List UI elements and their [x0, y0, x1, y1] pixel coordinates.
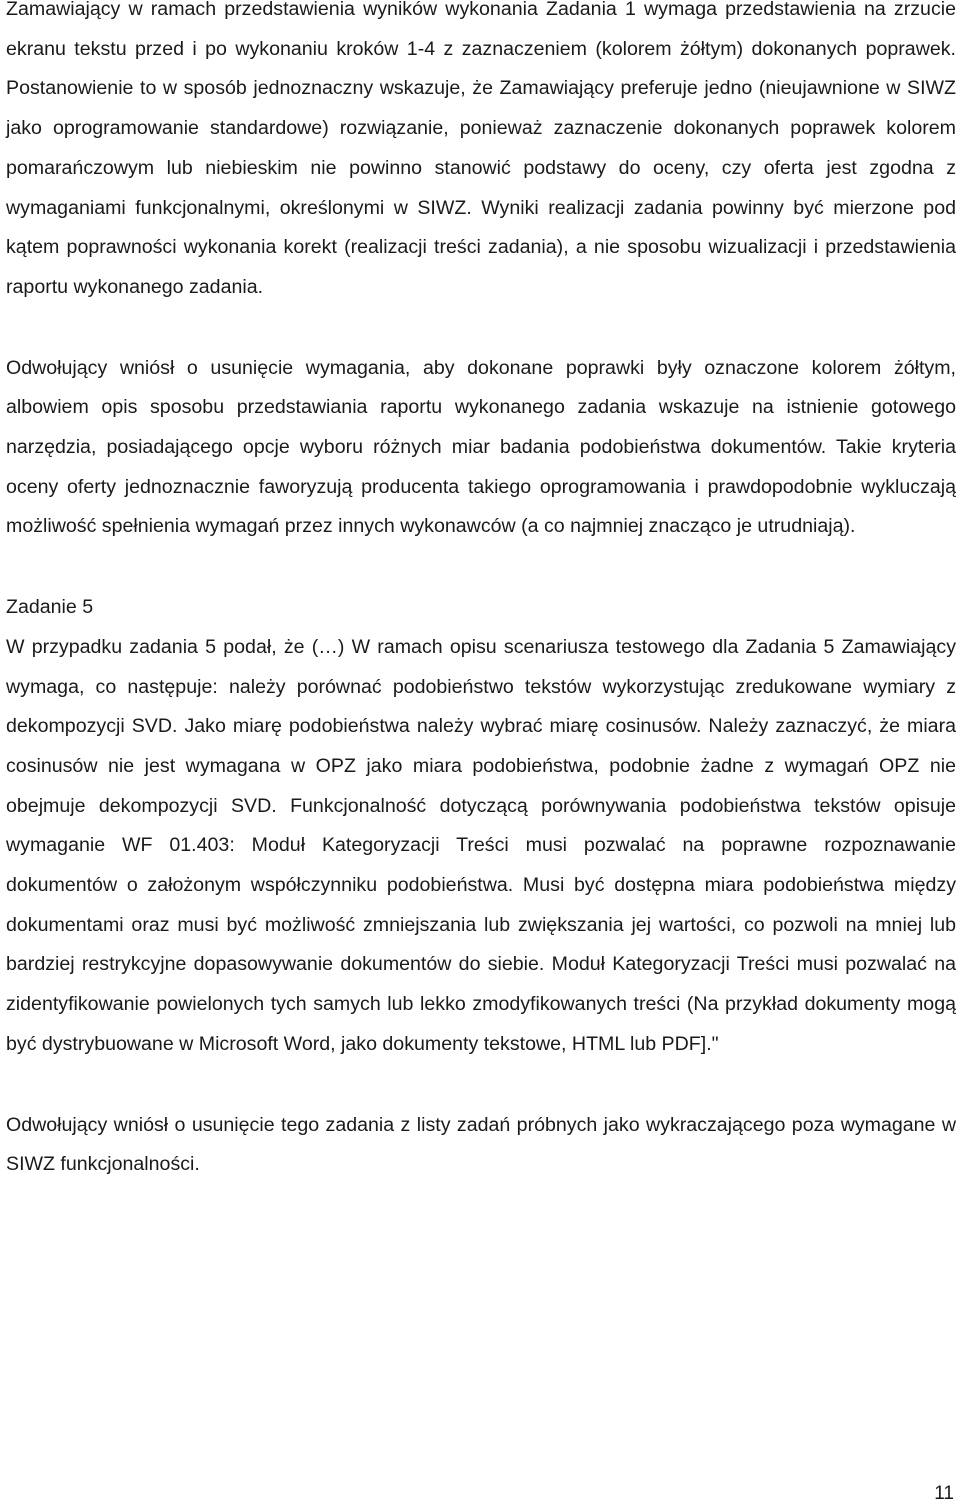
paragraph-task-5-description: W przypadku zadania 5 podał, że (…) W ramach opisu scenariusza testowego dla Zadania 5 Zamawiający wymaga, co następuje: należy porównać podobieństwo tekstów wykorzystując zredukowane wymiary z dekompozycji SVD. Jako miarę podobieństwa należy wybrać miarę cosinusów. Należy zaznaczyć, że miara cosinusów nie jest wymagana w OPZ jako miara podobieństwa, podobnie żadne z wymagań OPZ nie obejmuje dekompozycji SVD. Funkcjonalność dotyczącą porównywania podobieństwa tekstów opisuje wymaganie WF 01.403: Moduł Kategoryzacji Treści musi pozwalać na poprawne rozpoznawanie dokumentów o założonym współczynniku podobieństwa. Musi być dostępna miara podobieństwa między dokumentami oraz musi być możliwość zmniejszania lub zwiększania jej wartości, co pozwoli na mniej lub bardziej restrykcyjne dopasowywanie dokumentów do siebie. Moduł Kategoryzacji Treści musi pozwalać na zidentyfikowanie powielonych tych samych lub lekko zmodyfikowanych treści (Na przykład dokumenty mogą być dystrybuowane w Microsoft Word, jako dokumenty tekstowe, HTML lub PDF]."	[6, 635, 956, 1055]
document-page	[6, 0, 956, 1185]
paragraph-appellant-request-2: Odwołujący wniósł o usunięcie tego zadania z listy zadań próbnych jako wykraczającego poza wymagane w SIWZ funkcjonalności.	[6, 1113, 956, 1176]
page-number: 11	[934, 1483, 954, 1504]
paragraph-appellant-request-1: Odwołujący wniósł o usunięcie wymagania, aby dokonane poprawki były oznaczone kolorem żółtym, albowiem opis sposobu przedstawiania raportu wykonanego zadania wskazuje na istnienie gotowego narzędzia, posiadającego opcje wyboru różnych miar badania podobieństwa dokumentów. Takie kryteria oceny oferty jednoznacznie faworyzują producenta takiego oprogramowania i prawdopodobnie wykluczają możliwość spełnienia wymagań przez innych wykonawców (a co najmniej znacząco je utrudniają).	[6, 356, 956, 538]
paragraph-requirement-yellow-marking: Zamawiający w ramach przedstawienia wyników wykonania Zadania 1 wymaga przedstawienia na zrzucie ekranu tekstu przed i po wykonaniu kroków 1-4 z zaznaczeniem (kolorem żółtym) dokonanych poprawek. Postanowienie to w sposób jednoznaczny wskazuje, że Zamawiający preferuje jedno (nieujawnione w SIWZ jako oprogramowanie standardowe) rozwiązanie, ponieważ zaznaczenie dokonanych poprawek kolorem pomarańczowym lub niebieskim nie powinno stanowić podstawy do oceny, czy oferta jest zgodna z wymaganiami funkcjonalnymi, określonymi w SIWZ. Wyniki realizacji zadania powinny być mierzone pod kątem poprawności wykonania korekt (realizacji treści zadania), a nie sposobu wizualizacji i przedstawienia raportu wykonanego zadania.	[6, 0, 956, 298]
heading-task-5: Zadanie 5	[6, 596, 94, 619]
